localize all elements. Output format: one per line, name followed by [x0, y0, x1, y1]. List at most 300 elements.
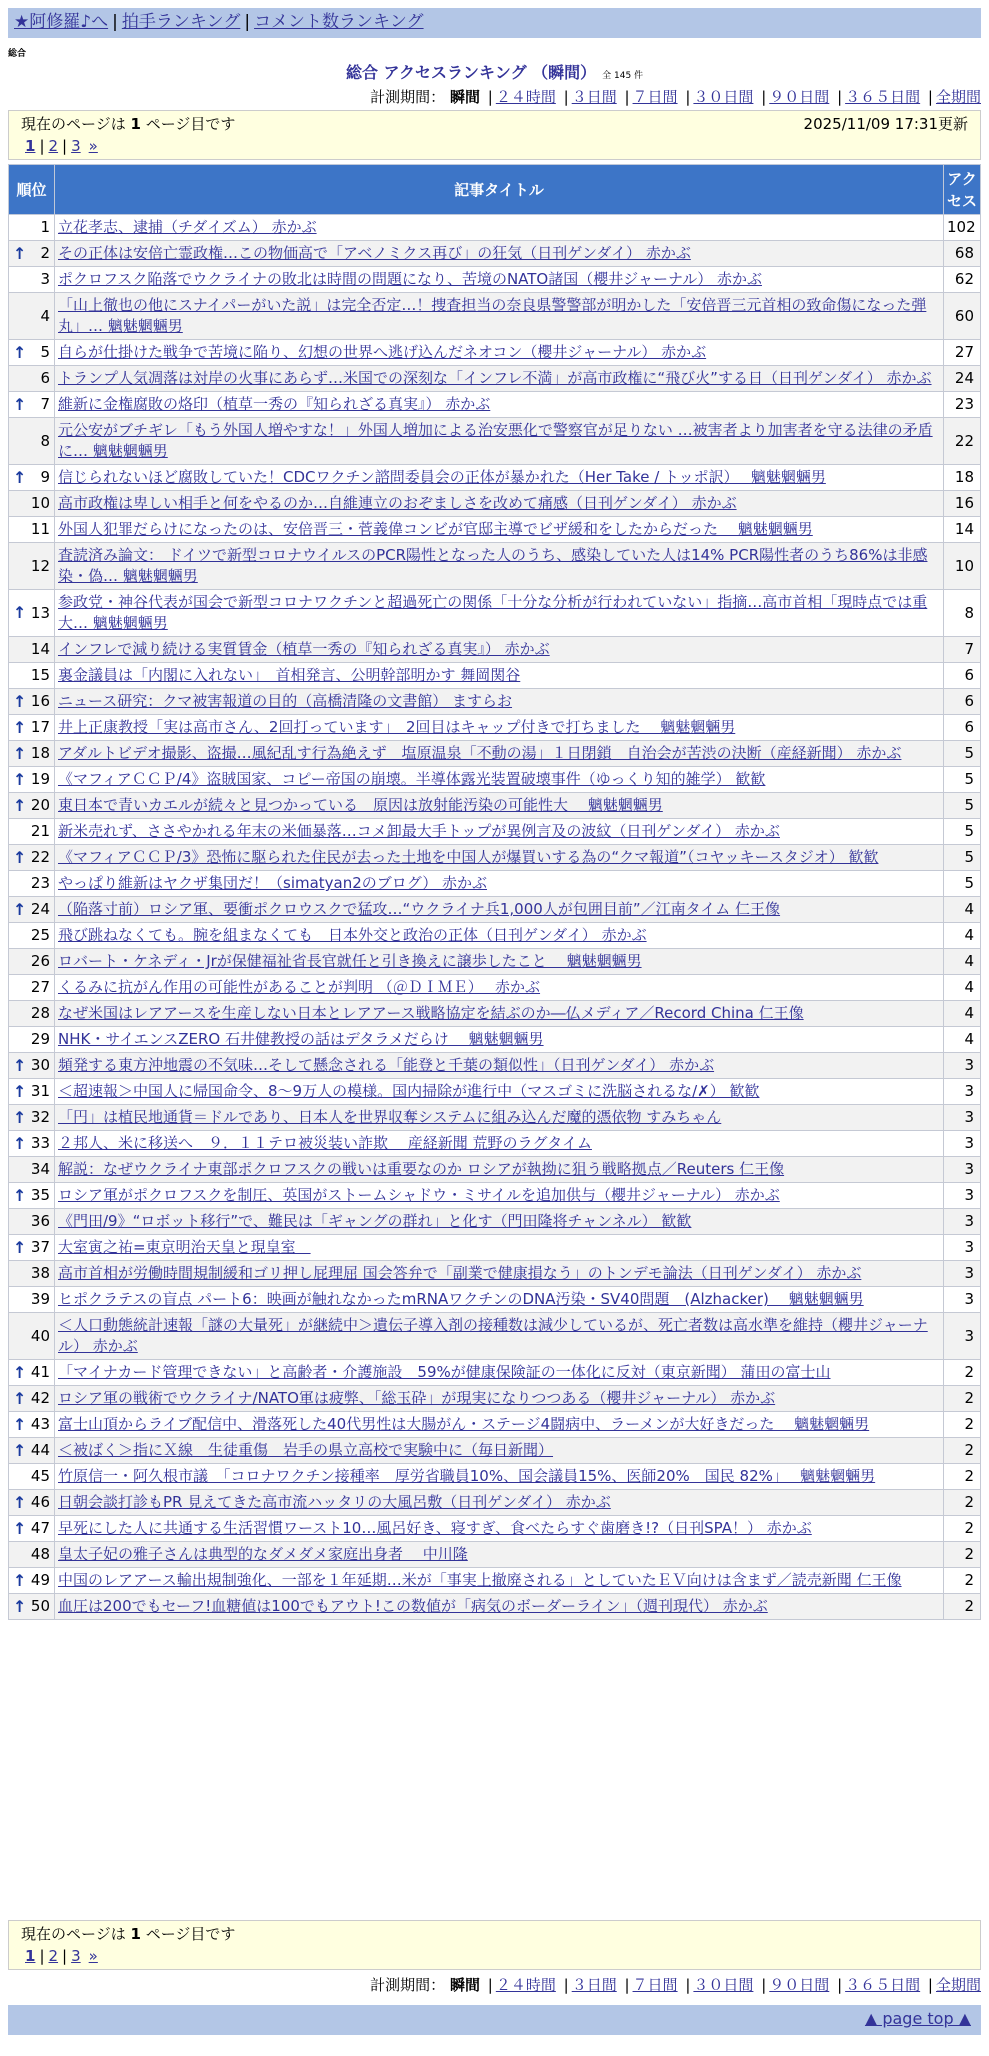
article-link[interactable]: ２邦人、米に移送へ ９．１１テロ被災装い詐欺 産経新聞 荒野のラグタイム [58, 1134, 592, 1152]
rank-cell [9, 1594, 55, 1620]
table-row [9, 715, 981, 741]
rank-cell [9, 689, 55, 715]
rank-number: 46 [30, 1493, 50, 1511]
rank-cell [9, 845, 55, 871]
article-link[interactable]: 東日本で青いカエルが続々と見つかっている 原因は放射能汚染の可能性大 魑魅魍魎男 [58, 796, 663, 814]
period-selector-top: 計測期間： 瞬間 | ２４時間 | ３日間 | ７日間 | ３０日間 | ９０日間 | ３６５日間 | 全期間 [370, 88, 981, 106]
title-cell [55, 1464, 944, 1490]
rank-cell [9, 1386, 55, 1412]
up-arrow-icon: ↑ [13, 717, 27, 737]
rank-cell [9, 590, 55, 637]
rank-cell [9, 215, 55, 241]
rank-number: 42 [30, 1389, 50, 1407]
article-link[interactable]: 立花孝志、逮捕（チダイズム） 赤かぶ [58, 218, 317, 236]
article-link[interactable]: 皇太子妃の雅子さんは典型的なダメダメ家庭出身者 中川隆 [58, 1545, 468, 1563]
period-link-24h[interactable]: ２４時間 [495, 88, 556, 106]
current-page-info: 現在のページは 1 ページ目です [21, 115, 236, 133]
title-cell [55, 590, 944, 637]
title-cell [55, 1079, 944, 1105]
rank-cell [9, 1209, 55, 1235]
rank-number: 27 [30, 978, 50, 996]
current-page-info: 現在のページは 1 ページ目です [21, 1925, 236, 1943]
period-selector-bottom: 計測期間： 瞬間 | ２４時間 | ３日間 | ７日間 | ３０日間 | ９０日間 | ３６５日間 | 全期間 [370, 1976, 981, 1994]
rank-number: 17 [30, 718, 50, 736]
period-link-30d[interactable]: ３０日間 [693, 1976, 754, 1994]
period-link-7d[interactable]: ７日間 [632, 1976, 678, 1994]
rank-number: 40 [30, 1326, 50, 1345]
access-count: 68 [944, 241, 981, 267]
up-arrow-icon: ↑ [13, 394, 27, 414]
table-row [9, 1027, 981, 1053]
table-row [9, 1209, 981, 1235]
title-cell [55, 241, 944, 267]
table-row [9, 340, 981, 366]
rank-cell [9, 793, 55, 819]
table-row [9, 923, 981, 949]
period-link-30d[interactable]: ３０日間 [693, 88, 754, 106]
title-cell [55, 923, 944, 949]
access-count: 3 [944, 1209, 981, 1235]
title-cell [55, 793, 944, 819]
article-link[interactable]: やっぱり維新はヤクザ集団だ！（simatyan2のブログ） 赤かぶ [58, 874, 488, 892]
title-cell [55, 1053, 944, 1079]
rank-number: 45 [30, 1467, 50, 1485]
title-cell [55, 465, 944, 491]
rank-number: 33 [30, 1134, 50, 1152]
table-row [9, 366, 981, 392]
table-row [9, 241, 981, 267]
title-cell [55, 1027, 944, 1053]
access-count: 4 [944, 975, 981, 1001]
table-row [9, 1235, 981, 1261]
article-link[interactable]: （陥落寸前）ロシア軍、要衝ポクロウスクで猛攻…“ウクライナ兵1,000人が包囲目前”／江南タイム 仁王像 [58, 900, 781, 918]
rank-number: 49 [30, 1571, 50, 1589]
period-link-3d[interactable]: ３日間 [571, 1976, 617, 1994]
page-link-next[interactable]: » [88, 137, 98, 155]
title-cell [55, 293, 944, 340]
title-cell [55, 663, 944, 689]
article-link[interactable]: ＜超速報＞中国人に帰国命令、8～9万人の模様。国内掃除が進行中（マスゴミに洗脳されるな/✗） 歓歓 [58, 1082, 760, 1100]
rank-number: 7 [40, 395, 50, 413]
rank-number: 31 [30, 1082, 50, 1100]
rank-cell [9, 663, 55, 689]
title-cell [55, 267, 944, 293]
rank-number: 3 [40, 270, 50, 288]
rank-number: 30 [30, 1056, 50, 1074]
article-link[interactable]: ＜人口動態統計速報「謎の大量死」が継続中＞遺伝子導入剤の接種数は減少しているが、死亡者数は高水準を維持（櫻井ジャーナル） 赤かぶ [58, 1316, 928, 1355]
nav-link-clap-ranking[interactable]: 拍手ランキング [121, 12, 241, 32]
article-link[interactable]: ＜被ばく＞指にＸ線 生徒重傷 岩手の県立高校で実験中に（毎日新聞） [58, 1441, 554, 1459]
article-link[interactable]: 井上正康教授「実は高市さん、2回打っています」 2回目はキャップ付きで打ちました 魑魅魍魎男 [58, 718, 736, 736]
article-link[interactable]: ロバート・ケネディ・Jrが保健福祉省長官就任と引き換えに譲歩したこと 魑魅魍魎男 [58, 952, 642, 970]
access-count: 4 [944, 923, 981, 949]
updated-timestamp: 2025/11/09 17:31更新 [803, 115, 968, 133]
table-row [9, 465, 981, 491]
rank-cell [9, 871, 55, 897]
access-count: 14 [944, 517, 981, 543]
rank-number: 37 [30, 1238, 50, 1256]
title-cell [55, 1594, 944, 1620]
table-row [9, 663, 981, 689]
article-link[interactable]: ヒポクラテスの盲点 パート6：映画が触れなかったmRNAワクチンのDNA汚染・SV40問題 (Alzhacker) 魑魅魍魎男 [58, 1290, 864, 1308]
period-link-365d[interactable]: ３６５日間 [845, 88, 921, 106]
ranking-body [9, 215, 981, 1620]
article-link[interactable]: 《マフィアＣＣＰ/4》盗賊国家、コピー帝国の崩壊。半導体露光装置破壊事件（ゆっくり知的雑学） 歓歓 [58, 770, 766, 788]
access-count: 5 [944, 793, 981, 819]
table-row [9, 871, 981, 897]
nav-separator: | [244, 12, 251, 32]
page-link-3[interactable]: 3 [71, 1947, 81, 1965]
up-arrow-icon: ↑ [13, 691, 27, 711]
title-cell [55, 1412, 944, 1438]
title-cell [55, 491, 944, 517]
table-row [9, 590, 981, 637]
access-count: 3 [944, 1313, 981, 1360]
rank-number: 1 [40, 218, 50, 236]
rank-number: 38 [30, 1264, 50, 1282]
rank-cell [9, 1027, 55, 1053]
ranking-table [8, 164, 981, 1620]
rank-number: 20 [30, 796, 50, 814]
title-cell [55, 1516, 944, 1542]
rank-number: 26 [30, 952, 50, 970]
page-link-2[interactable]: 2 [48, 1947, 59, 1965]
title-cell [55, 215, 944, 241]
table-row [9, 1568, 981, 1594]
rank-number: 14 [30, 640, 50, 658]
rank-cell [9, 340, 55, 366]
article-link[interactable]: その正体は安倍亡霊政権…この物価高で「アベノミクス再び」の狂気（日刊ゲンダイ） 赤かぶ [58, 244, 691, 262]
rank-number: 34 [30, 1160, 50, 1178]
article-link[interactable]: ロシア軍がポクロフスクを制圧、英国がストームシャドウ・ミサイルを追加供与（櫻井ジャーナル） 赤かぶ [58, 1186, 780, 1204]
access-count: 5 [944, 819, 981, 845]
article-link[interactable]: 大室寅之祐=東京明治天皇と現皇室 [58, 1238, 311, 1256]
up-arrow-icon: ↑ [13, 795, 27, 815]
table-row [9, 741, 981, 767]
rank-cell [9, 1079, 55, 1105]
title-cell [55, 949, 944, 975]
article-link[interactable]: 自らが仕掛けた戦争で苦境に陥り、幻想の世界へ逃げ込んだネオコン（櫻井ジャーナル） 赤かぶ [58, 343, 707, 361]
title-cell [55, 1209, 944, 1235]
access-count: 2 [944, 1360, 981, 1386]
article-link[interactable]: 頻発する東方沖地震の不気味…そして懸念される「能登と千葉の類似性」（日刊ゲンダイ） 赤かぶ [58, 1056, 715, 1074]
access-count: 27 [944, 340, 981, 366]
nav-link-asyura[interactable]: ★阿修羅♪へ [14, 12, 109, 32]
article-link[interactable]: ポクロフスク陥落でウクライナの敗北は時間の問題になり、苦境のNATO諸国（櫻井ジャーナル） 赤かぶ [58, 270, 762, 288]
table-row [9, 1261, 981, 1287]
up-arrow-icon: ↑ [13, 1237, 27, 1257]
article-link[interactable]: 竹原信一・阿久根市議 「コロナワクチン接種率 厚労省職員10%、国会議員15%、医師20% 国民 82%」 魑魅魍魎男 [58, 1467, 876, 1485]
table-row [9, 1594, 981, 1620]
period-label: 計測期間： [370, 88, 446, 106]
access-count: 4 [944, 949, 981, 975]
access-count: 2 [944, 1412, 981, 1438]
article-link[interactable]: 「山上徹也の他にスナイパーがいた説」は完全否定…！捜査担当の奈良県警警部が明かした「安倍晋三元首相の致命傷になった弾丸」… 魑魅魍魎男 [58, 296, 927, 335]
article-link[interactable]: インフレで減り続ける実質賃金（植草一秀の『知られざる真実』） 赤かぶ [58, 640, 550, 658]
rank-number: 11 [30, 520, 50, 538]
access-count: 8 [944, 590, 981, 637]
title-cell [55, 340, 944, 366]
up-arrow-icon: ↑ [13, 1081, 27, 1101]
rank-number: 41 [30, 1363, 50, 1381]
up-arrow-icon: ↑ [13, 769, 27, 789]
title-cell [55, 715, 944, 741]
table-row [9, 392, 981, 418]
access-count: 3 [944, 1183, 981, 1209]
table-row [9, 1464, 981, 1490]
access-count: 5 [944, 767, 981, 793]
article-link[interactable]: 維新に金権腐敗の烙印（植草一秀の『知られざる真実』） 赤かぶ [58, 395, 491, 413]
title-cell [55, 1157, 944, 1183]
rank-number: 10 [30, 494, 50, 512]
header-rank: 順位 [9, 165, 55, 215]
article-link[interactable]: 高市政権は卑しい相手と何をやるのか…自維連立のおぞましさを改めて痛感（日刊ゲンダイ） 赤かぶ [58, 494, 737, 512]
up-arrow-icon: ↑ [13, 1055, 27, 1075]
title-cell [55, 897, 944, 923]
rank-number: 44 [30, 1441, 50, 1459]
access-count: 24 [944, 366, 981, 392]
page-link-2[interactable]: 2 [48, 137, 59, 155]
access-count: 62 [944, 267, 981, 293]
access-count: 2 [944, 1542, 981, 1568]
page-link-next[interactable]: » [88, 1947, 98, 1965]
up-arrow-icon: ↑ [13, 899, 27, 919]
up-arrow-icon: ↑ [13, 1133, 27, 1153]
title-cell [55, 1313, 944, 1360]
article-link[interactable]: 「円」は植民地通貨＝ドルであり、日本人を世界収奪システムに組み込んだ魔的憑依物 すみちゃん [58, 1108, 722, 1126]
table-row [9, 1542, 981, 1568]
rank-cell [9, 767, 55, 793]
article-link[interactable]: 中国のレアアース輸出規制強化、一部を１年延期…米が「事実上撤廃される」としていたＥＶ向けは含まず／読売新聞 仁王像 [58, 1571, 902, 1589]
access-count: 18 [944, 465, 981, 491]
title-cell [55, 543, 944, 590]
title-cell [55, 1261, 944, 1287]
rank-number: 24 [30, 900, 50, 918]
rank-cell [9, 267, 55, 293]
article-link[interactable]: 飛び跳ねなくても。腕を組まなくても 日本外交と政治の正体（日刊ゲンダイ） 赤かぶ [58, 926, 647, 944]
page-top-link[interactable]: ▲ page top ▲ [864, 2009, 971, 2028]
rank-cell [9, 975, 55, 1001]
access-count: 2 [944, 1386, 981, 1412]
rank-cell [9, 1287, 55, 1313]
access-count: 23 [944, 392, 981, 418]
up-arrow-icon: ↑ [13, 1414, 27, 1434]
title-cell [55, 1360, 944, 1386]
title-cell [55, 1438, 944, 1464]
rank-cell [9, 1516, 55, 1542]
title-cell [55, 819, 944, 845]
up-arrow-icon: ↑ [13, 1185, 27, 1205]
table-row [9, 793, 981, 819]
access-count: 2 [944, 1438, 981, 1464]
rank-cell [9, 1261, 55, 1287]
rank-cell [9, 1490, 55, 1516]
rank-cell [9, 637, 55, 663]
up-arrow-icon: ↑ [13, 243, 27, 263]
article-link[interactable]: 「マイナカード管理できない」と高齢者・介護施設 59%が健康保険証の一体化に反対（東京新聞） 蒲田の富士山 [58, 1363, 831, 1381]
nav-link-comment-ranking[interactable]: コメント数ランキング [254, 12, 424, 32]
title-cell [55, 1001, 944, 1027]
up-arrow-icon: ↑ [13, 1440, 27, 1460]
table-row [9, 949, 981, 975]
up-arrow-icon: ↑ [13, 1388, 27, 1408]
article-link[interactable]: ロシア軍の戦術でウクライナ/NATO軍は疲弊、「総玉砕」が現実になりつつある（櫻井ジャーナル） 赤かぶ [58, 1389, 776, 1407]
article-link[interactable]: 高市首相が労働時間規制緩和ゴリ押し屁理屈 国会答弁で「副業で健康損なう」のトンデモ論法（日刊ゲンダイ） 赤かぶ [58, 1264, 862, 1282]
nav-separator: | [112, 12, 118, 32]
rank-cell [9, 923, 55, 949]
table-row [9, 1516, 981, 1542]
access-count: 2 [944, 1594, 981, 1620]
page-title [0, 60, 989, 83]
rank-cell [9, 1438, 55, 1464]
title-cell [55, 1542, 944, 1568]
article-link[interactable]: 日朝会談打診もPR 見えてきた高市流ハッタリの大風呂敷（日刊ゲンダイ） 赤かぶ [58, 1493, 611, 1511]
access-count: 2 [944, 1464, 981, 1490]
table-row [9, 767, 981, 793]
article-link[interactable]: 信じられないほど腐敗していた！CDCワクチン諮問委員会の正体が暴かれた（Her Take / トッポ訳） 魑魅魍魎男 [58, 468, 826, 486]
period-link-90d[interactable]: ９０日間 [769, 88, 830, 106]
title-cell [55, 1105, 944, 1131]
table-row [9, 418, 981, 465]
table-row [9, 1053, 981, 1079]
rank-number: 35 [30, 1186, 50, 1204]
article-link[interactable]: 《マフィアＣＣＰ/3》恐怖に駆られた住民が去った土地を中国人が爆買いする為の“クマ報道”（コヤッキースタジオ） 歓歓 [58, 848, 879, 866]
rank-cell [9, 1464, 55, 1490]
article-link[interactable]: トランプ人気凋落は対岸の火事にあらず…米国での深刻な「インフレ不満」が高市政権に“飛び火”する日（日刊ゲンダイ） 赤かぶ [58, 369, 932, 387]
rank-cell [9, 819, 55, 845]
access-count: 3 [944, 1131, 981, 1157]
page-link-3[interactable]: 3 [71, 137, 81, 155]
table-row [9, 1001, 981, 1027]
rank-number: 23 [30, 874, 50, 892]
article-link[interactable]: 早死にした人に共通する生活習慣ワースト10…風呂好き、寝すぎ、食べたらすぐ歯磨き!?（日刊SPA！） 赤かぶ [58, 1519, 812, 1537]
access-count: 22 [944, 418, 981, 465]
period-link-all[interactable]: 全期間 [935, 88, 981, 106]
access-count: 16 [944, 491, 981, 517]
rank-number: 43 [30, 1415, 50, 1433]
article-link[interactable]: ニュース研究：クマ被害報道の目的（高橋清隆の文書館） ますらお [58, 692, 513, 710]
access-count: 2 [944, 1568, 981, 1594]
up-arrow-icon: ↑ [13, 743, 27, 763]
rank-number: 36 [30, 1212, 50, 1230]
article-link[interactable]: 新米売れず、ささやかれる年末の米価暴落…コメ卸最大手トップが異例言及の波紋（日刊ゲンダイ） 赤かぶ [58, 822, 780, 840]
rank-number: 4 [40, 306, 50, 325]
article-link[interactable]: 元公安がブチギレ「もう外国人増やすな！」外国人増加による治安悪化で警察官が足りない …被害者より加害者を守る法律の矛盾に… 魑魅魍魎男 [58, 421, 933, 460]
article-link[interactable]: 外国人犯罪だらけになったのは、安倍晋三・菅義偉コンビが官邸主導でビザ緩和をしたからだった 魑魅魍魎男 [58, 520, 813, 538]
title-cell [55, 418, 944, 465]
period-link-90d[interactable]: ９０日間 [769, 1976, 830, 1994]
title-cell [55, 1386, 944, 1412]
access-count: 4 [944, 1027, 981, 1053]
table-row [9, 689, 981, 715]
header-title: 記事タイトル [55, 165, 944, 215]
period-link-3d[interactable]: ３日間 [571, 88, 617, 106]
rank-number: 47 [30, 1519, 50, 1537]
article-link[interactable]: くるみに抗がん作用の可能性があることが判明 （＠ＤＩＭＥ） 赤かぶ [58, 978, 541, 996]
article-link[interactable]: 査読済み論文： ドイツで新型コロナウイルスのPCR陽性となった人のうち、感染していた人は14% PCR陽性者のうち86%は非感染・偽… 魑魅魍魎男 [58, 546, 928, 585]
rank-cell [9, 1183, 55, 1209]
up-arrow-icon: ↑ [13, 603, 27, 622]
rank-cell [9, 366, 55, 392]
table-row [9, 1490, 981, 1516]
rank-number: 9 [40, 468, 50, 486]
access-count: 5 [944, 871, 981, 897]
rank-number: 50 [30, 1597, 50, 1615]
rank-number: 48 [30, 1545, 50, 1563]
period-link-all[interactable]: 全期間 [935, 1976, 981, 1994]
up-arrow-icon: ↑ [13, 342, 27, 362]
paging-box-top: 現在のページは 1 ページ目です 2025/11/09 17:31更新 1 | 2 | 3 » [8, 110, 981, 160]
article-link[interactable]: アダルトビデオ撮影、盗撮…風紀乱す行為絶えず 塩原温泉「不動の湯」１日閉鎖 自治会が苦渋の決断（産経新聞） 赤かぶ [58, 744, 902, 762]
table-row [9, 491, 981, 517]
paging-box-bottom: 現在のページは 1 ページ目です 1 | 2 | 3 » [8, 1920, 981, 1970]
access-count: 2 [944, 1490, 981, 1516]
period-link-24h[interactable]: ２４時間 [495, 1976, 556, 1994]
rank-cell [9, 1235, 55, 1261]
table-row [9, 1438, 981, 1464]
top-nav [8, 8, 981, 38]
table-row [9, 1313, 981, 1360]
article-link[interactable]: 富士山頂からライブ配信中、滑落死した40代男性は大腸がん・ステージ4闘病中、ラーメンが大好きだった 魑魅魍魎男 [58, 1415, 870, 1433]
rank-number: 16 [30, 692, 50, 710]
title-cell [55, 741, 944, 767]
up-arrow-icon: ↑ [13, 1570, 27, 1590]
article-link[interactable]: 《門田/9》“ロボット移行”で、難民は「ギャングの群れ」と化す（門田隆将チャンネル） 歓歓 [58, 1212, 692, 1230]
access-count: 3 [944, 1261, 981, 1287]
table-row [9, 845, 981, 871]
table-row [9, 517, 981, 543]
access-count: 5 [944, 741, 981, 767]
rank-cell [9, 1412, 55, 1438]
article-link[interactable]: NHK・サイエンスZERO 石井健教授の話はデタラメだらけ 魑魅魍魎男 [58, 1030, 544, 1048]
period-link-365d[interactable]: ３６５日間 [845, 1976, 921, 1994]
rank-cell [9, 392, 55, 418]
category-label: 総合 [8, 49, 27, 59]
access-count: 3 [944, 1079, 981, 1105]
access-count: 6 [944, 715, 981, 741]
page-link-1[interactable]: 1 [25, 137, 36, 155]
title-cell [55, 1183, 944, 1209]
access-count: 102 [944, 215, 981, 241]
rank-number: 5 [40, 343, 50, 361]
access-count: 10 [944, 543, 981, 590]
rank-number: 12 [30, 556, 50, 575]
table-row [9, 1386, 981, 1412]
access-count: 4 [944, 1001, 981, 1027]
article-link[interactable]: なぜ米国はレアアースを生産しない日本とレアアース戦略協定を結ぶのか―仏メディア／Record China 仁王像 [58, 1004, 804, 1022]
page-link-1[interactable]: 1 [25, 1947, 36, 1965]
article-link[interactable]: 裏金議員は「内閣に入れない」 首相発言、公明幹部明かす 舞岡関谷 [58, 666, 521, 684]
access-count: 3 [944, 1157, 981, 1183]
article-link[interactable]: 参政党・神谷代表が国会で新型コロナワクチンと超過死亡の関係「十分な分析が行われていない」指摘…高市首相「現時点では重大… 魑魅魍魎男 [58, 593, 928, 632]
title-cell [55, 871, 944, 897]
period-link-7d[interactable]: ７日間 [632, 88, 678, 106]
rank-number: 21 [30, 822, 50, 840]
rank-number: 15 [30, 666, 50, 684]
title-cell [55, 1490, 944, 1516]
table-row [9, 1183, 981, 1209]
article-link[interactable]: 血圧は200でもセーフ!血糖値は100でもアウト!この数値が「病気のボーダーライン」（週刊現代） 赤かぶ [58, 1597, 768, 1615]
total-count: 全 145 件 [602, 71, 644, 81]
rank-cell [9, 1313, 55, 1360]
title-cell [55, 1131, 944, 1157]
rank-number: 8 [40, 431, 50, 450]
table-row [9, 267, 981, 293]
article-link[interactable]: 解説：なぜウクライナ東部ポクロフスクの戦いは重要なのか ロシアが執拗に狙う戦略拠点／Reuters 仁王像 [58, 1160, 785, 1178]
table-row [9, 1079, 981, 1105]
rank-cell [9, 1131, 55, 1157]
access-count: 5 [944, 845, 981, 871]
